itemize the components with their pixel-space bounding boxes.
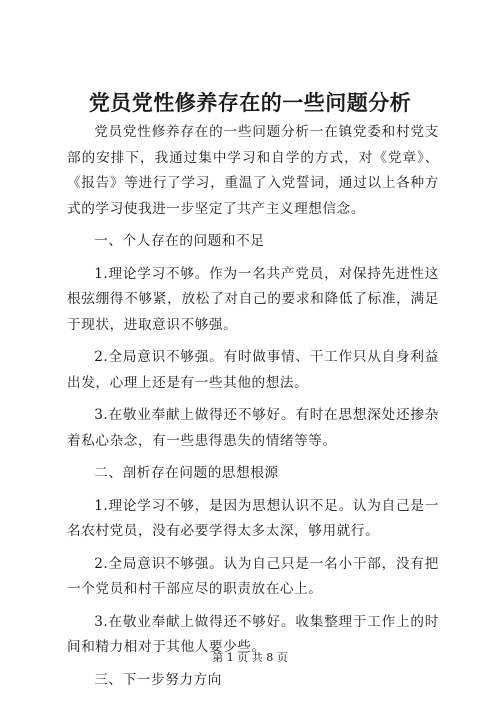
section-2-item-1: 1.理论学习不够，是因为思想认识不足。认为自己是一名农村党员，没有必要学得太多太深，够用就行。 [67,497,439,539]
section-heading-1: 一、个人存在的问题和不足 [94,233,265,249]
section-1-item-2: 2.全局意识不够强。有时做事情、干工作只从自身利益出发，心理上还是有一些其他的想法。 [67,349,439,391]
section-2-item-2: 2.全局意识不够强。认为自己只是一名小干部，没有把一个党员和村干部应尽的职责放在心上。 [67,555,439,597]
document-body [67,120,439,700]
intro-paragraph: 党员党性修养存在的一些问题分析一在镇党委和村党支部的安排下，我通过集中学习和自学的方式，对《党章》、《报告》等进行了学习，重温了入党誓词，通过以上各种方式的学习使我进一步坚定了共产主义理想信念。 [67,124,439,217]
section-2-item-3: 3.在敬业奉献上做得还不够好。收集整理于工作上的时间和精力相对于其他人要少些。 [67,613,439,655]
section-1-item-1: 1.理论学习不够。作为一名共产党员，对保持先进性这根弦绷得不够紧，放松了对自己的要求和降低了标准，满足于现状，进取意识不够强。 [67,265,439,333]
section-heading-3: 三、下一步努力方向 [94,671,222,688]
document-title: 党员党性修养存在的一些问题分析 [88,90,412,115]
section-heading-2: 二、剖析存在问题的思想根源 [94,465,279,481]
page-footer: 第 1 页 共 8 页 [212,651,288,664]
section-1-item-3: 3.在敬业奉献上做得还不够好。有时在思想深处还掺杂着私心杂念，有一些患得患失的情绪等等。 [67,407,439,449]
